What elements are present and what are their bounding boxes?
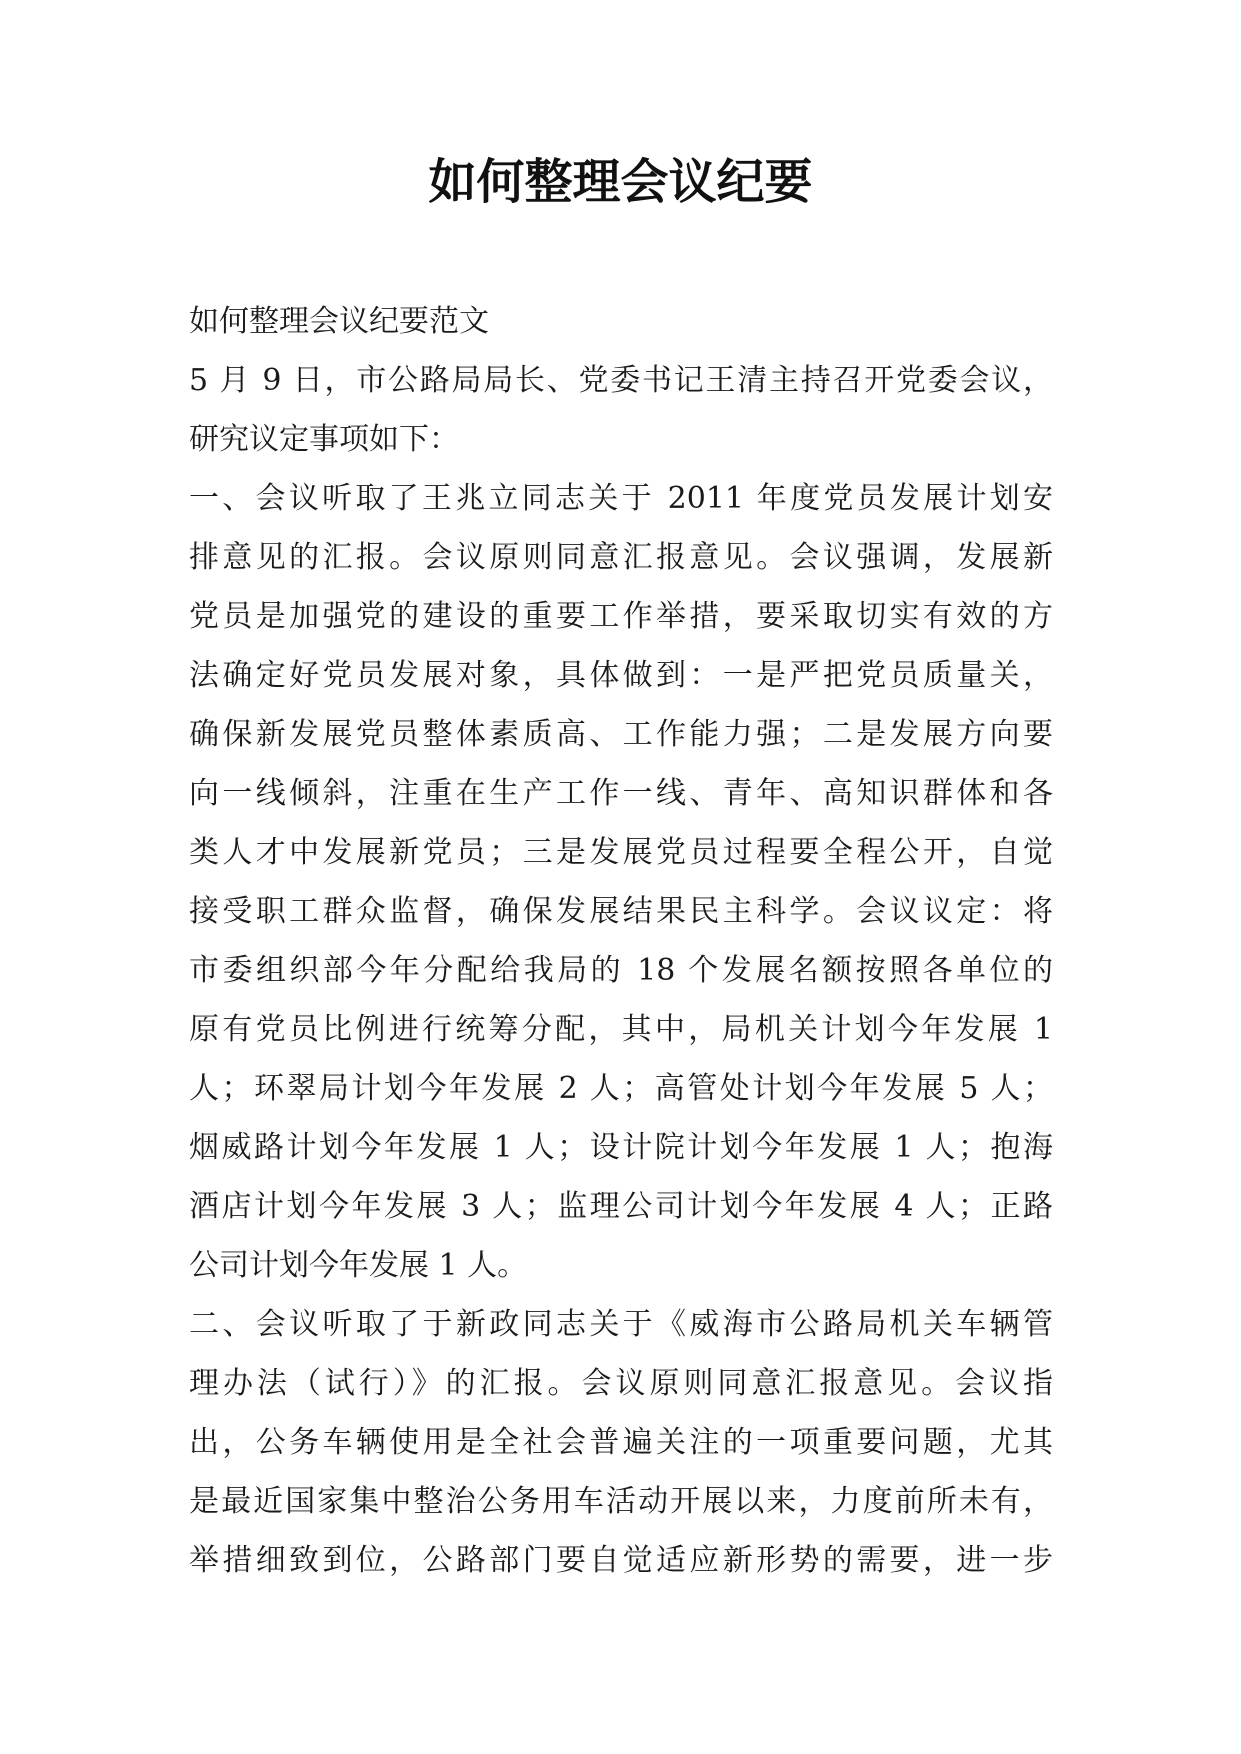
text-line: 是最近国家集中整治公务用车活动开展以来，力度前所未有， — [189, 1484, 1053, 1519]
text-line: 烟威路计划今年发展 1 人；设计院计划今年发展 1 人；抱海 — [189, 1130, 1053, 1165]
text-line: 出，公务车辆使用是全社会普遍关注的一项重要问题，尤其 — [189, 1425, 1053, 1460]
text-line: 向一线倾斜，注重在生产工作一线、青年、高知识群体和各 — [189, 776, 1053, 811]
text-line: 确保新发展党员整体素质高、工作能力强；二是发展方向要 — [189, 717, 1053, 752]
text-line: 5 月 9 日，市公路局局长、党委书记王清主持召开党委会议， — [189, 363, 1053, 398]
text-line: 党员是加强党的建设的重要工作举措，要采取切实有效的方 — [189, 599, 1053, 634]
text-line: 法确定好党员发展对象，具体做到：一是严把党员质量关， — [189, 658, 1053, 693]
text-line: 研究议定事项如下： — [189, 422, 459, 457]
text-line: 接受职工群众监督，确保发展结果民主科学。会议议定：将 — [189, 894, 1053, 929]
text-line: 类人才中发展新党员；三是发展党员过程要全程公开，自觉 — [189, 835, 1053, 870]
document-body — [189, 292, 1053, 1590]
text-line: 举措细致到位，公路部门要自觉适应新形势的需要，进一步 — [189, 1543, 1053, 1578]
text-line: 二、会议听取了于新政同志关于《威海市公路局机关车辆管 — [189, 1307, 1053, 1342]
text-line: 酒店计划今年发展 3 人；监理公司计划今年发展 4 人；正路 — [189, 1189, 1053, 1224]
text-line: 如何整理会议纪要范文 — [189, 304, 489, 339]
document-title: 如何整理会议纪要 — [428, 154, 813, 210]
text-line: 一、会议听取了王兆立同志关于 2011 年度党员发展计划安 — [189, 481, 1053, 516]
text-line: 人；环翠局计划今年发展 2 人；高管处计划今年发展 5 人； — [189, 1071, 1053, 1106]
text-line: 市委组织部今年分配给我局的 18 个发展名额按照各单位的 — [189, 953, 1053, 988]
text-line: 原有党员比例进行统筹分配，其中，局机关计划今年发展 1 — [189, 1012, 1053, 1047]
text-line: 理办法（试行）》的汇报。会议原则同意汇报意见。会议指 — [189, 1366, 1053, 1401]
text-line: 排意见的汇报。会议原则同意汇报意见。会议强调，发展新 — [189, 540, 1053, 575]
text-line: 公司计划今年发展 1 人。 — [189, 1248, 528, 1283]
